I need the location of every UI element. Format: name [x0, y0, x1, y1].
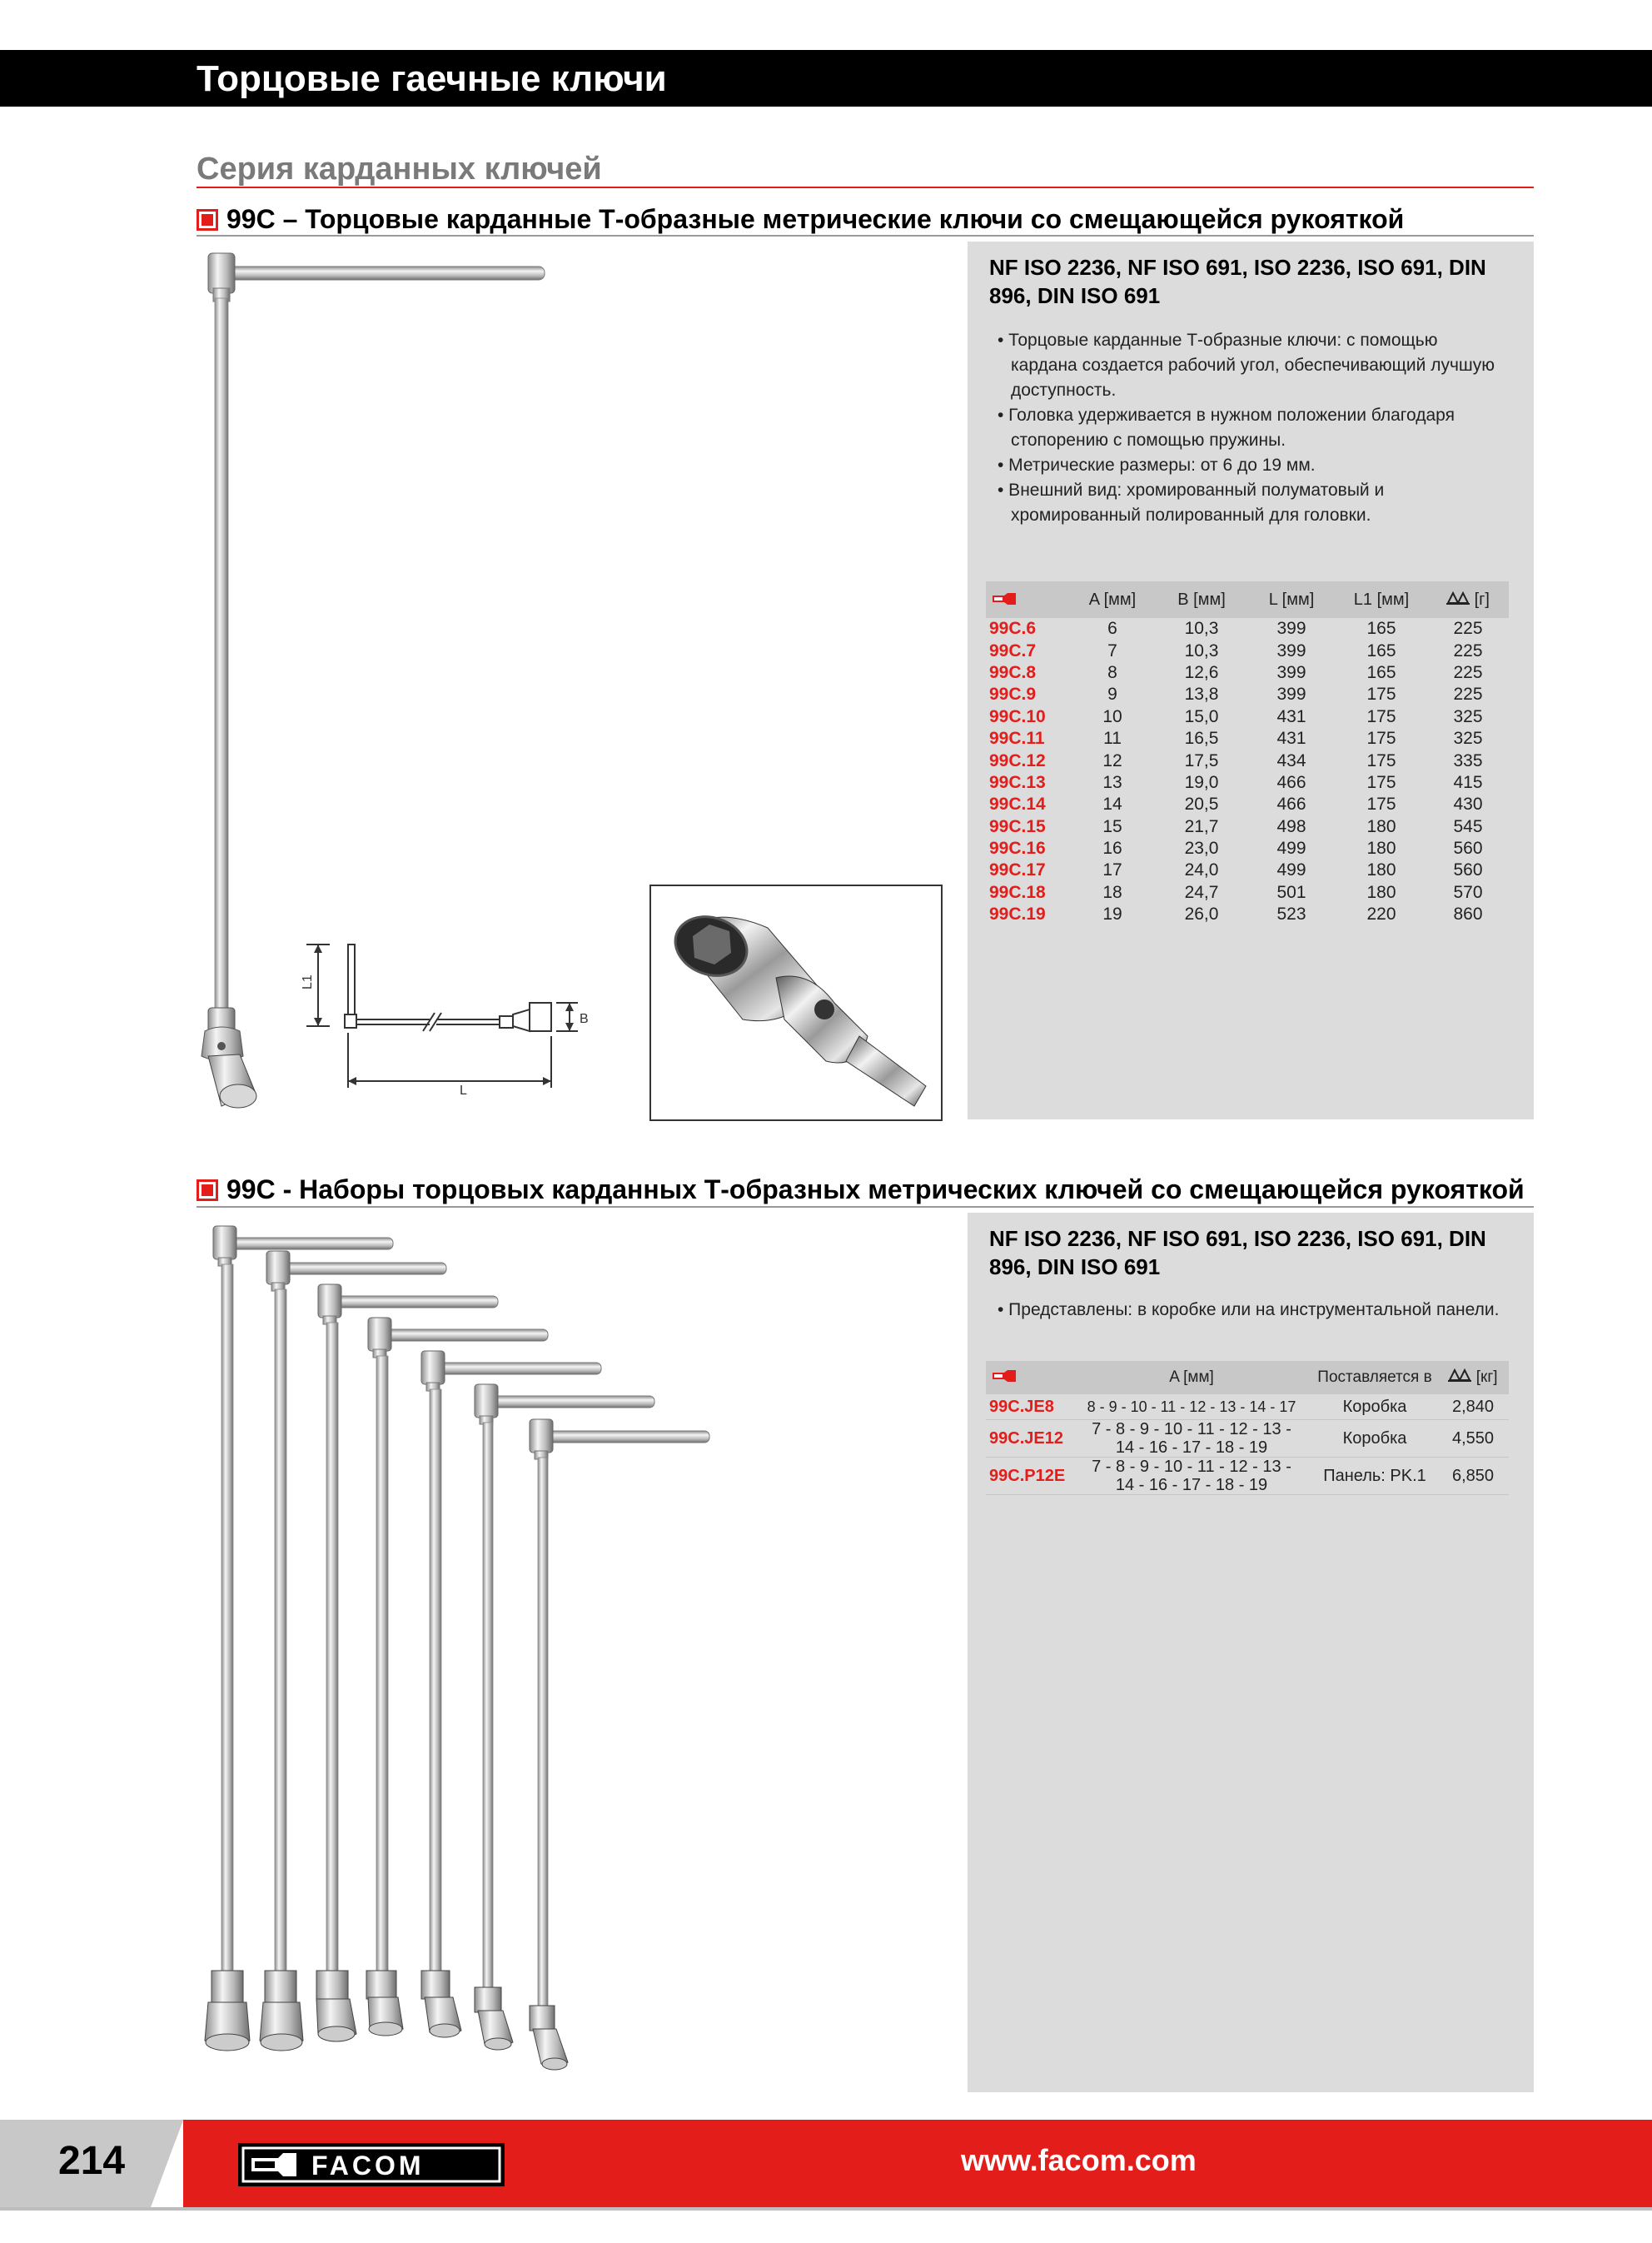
section2-heading-text: 99C - Наборы торцовых карданных Т-образных метрических ключей со смещающейся рукояткой: [226, 1174, 1525, 1204]
series-title: Серия карданных ключей: [197, 152, 602, 187]
section1-spec-table: [986, 581, 1509, 925]
table-row: 99C.6 6 10,3 399 165 225: [989, 619, 1483, 639]
scale-weight-icon: [1446, 591, 1470, 605]
section1-divider: [197, 235, 1534, 237]
facom-logo: [238, 2140, 505, 2190]
col-weight: [кг]: [1437, 1361, 1509, 1394]
page-number: 214: [58, 2139, 126, 2183]
table-row: 99C.14 14 20,5 466 175 430: [989, 795, 1483, 815]
table-header-row: [986, 581, 1509, 618]
table-row: 99C.18 18 24,7 501 180 570: [989, 882, 1483, 902]
section1-heading-text: 99C – Торцовые карданные Т-образные метрические ключи со смещающейся рукояткой: [226, 204, 1405, 234]
wrench-7: [530, 1419, 709, 2070]
bullet-item: • Метрические размеры: от 6 до 19 мм.: [998, 456, 1316, 475]
table-row: 99C.8 8 12,6 399 165 225: [989, 662, 1483, 682]
table-row: 99C.10 10 15,0 431 175 325: [989, 706, 1483, 726]
bullet-item: • Внешний вид: хромированный полуматовый и хромированный полированный для головки.: [998, 481, 1385, 525]
section1-info-panel: [968, 242, 1534, 1119]
page-footer: [0, 2120, 1652, 2210]
table-row: 99C.JE8 8 - 9 - 10 - 11 - 12 - 13 - 14 - 17 Коробка 2,840: [986, 1394, 1509, 1420]
table-row: 99C.17 17 24,0 499 180 560: [989, 860, 1483, 880]
diagram-label-l1: L1: [301, 974, 315, 989]
section1-standards: NF ISO 2236, NF ISO 691, ISO 2236, ISO 691, DIN 896, DIN ISO 691: [989, 255, 1486, 308]
diagram-label-b: B: [580, 1012, 589, 1026]
footer-url[interactable]: www.facom.com: [961, 2143, 1197, 2177]
section2-info-panel: [968, 1213, 1534, 2092]
bullet-item: • Торцовые карданные Т-образные ключи: с помощью кардана создается рабочий угол, обеспечивающий лучшую доступность.: [998, 331, 1495, 400]
table-row: 99C.19 19 26,0 523 220 860: [989, 905, 1483, 925]
red-square-bullet-icon: [197, 209, 218, 231]
wrench-code-icon: [986, 581, 1069, 618]
section2-divider: [197, 1206, 1534, 1208]
col-a: A [мм]: [1071, 1361, 1312, 1394]
wrench-4: [366, 1318, 548, 2036]
table-row: 99C.12 12 17,5 434 175 335: [989, 750, 1483, 770]
scale-weight-icon: [1448, 1368, 1471, 1382]
col-l1: L1 [мм]: [1336, 581, 1427, 618]
table-row: 99C.11 11 16,5 431 175 325: [989, 729, 1483, 749]
section2-standards: NF ISO 2236, NF ISO 691, ISO 2236, ISO 691, DIN 896, DIN ISO 691: [989, 1226, 1486, 1279]
svg-text:FACOM: FACOM: [311, 2151, 425, 2181]
wrench-5: [421, 1351, 601, 2037]
series-divider: [197, 187, 1534, 188]
col-l: L [мм]: [1247, 581, 1336, 618]
table-row: 99C.JE12 7 - 8 - 9 - 10 - 11 - 12 - 13 - 14 - 16 - 17 - 18 - 19 Коробка 4,550: [986, 1420, 1509, 1458]
wrench-1: [205, 1226, 393, 2051]
table-header-row: [986, 1361, 1509, 1394]
section1-bullets: [989, 328, 1505, 528]
socket-closeup-image: [649, 885, 943, 1121]
diagram-label-l: L: [460, 1084, 467, 1098]
dimension-diagram: [296, 933, 621, 1099]
section2-sets-table: [986, 1361, 1509, 1495]
page-title: Торцовые гаечные ключи: [197, 58, 667, 99]
wrench-set-image: [183, 1224, 783, 2091]
bullet-item: • Головка удерживается в нужном положении благодаря стопорению с помощью пружины.: [998, 406, 1455, 450]
table-row: 99C.15 15 21,7 498 180 545: [989, 816, 1483, 836]
wrench-code-icon: [986, 1361, 1071, 1394]
table-row: 99C.P12E 7 - 8 - 9 - 10 - 11 - 12 - 13 - 14 - 16 - 17 - 18 - 19 Панель: PK.1 6,850: [986, 1458, 1509, 1495]
col-supplied-in: Поставляется в: [1312, 1361, 1437, 1394]
col-weight: [г]: [1427, 581, 1509, 618]
table-row: 99C.9 9 13,8 399 175 225: [989, 685, 1483, 705]
table-row: 99C.13 13 19,0 466 175 415: [989, 772, 1483, 792]
col-a: A [мм]: [1069, 581, 1156, 618]
wrench-2: [260, 1251, 446, 2051]
table-row: 99C.7 7 10,3 399 165 225: [989, 641, 1483, 660]
page-header-bar: [0, 50, 1652, 107]
col-b: B [мм]: [1156, 581, 1247, 618]
red-square-bullet-icon: [197, 1179, 218, 1201]
table-row: 99C.16 16 23,0 499 180 560: [989, 839, 1483, 859]
wrench-6: [475, 1384, 654, 2050]
section2-bullets: [989, 1298, 1505, 1323]
footer-bottom-line: [0, 2207, 1652, 2211]
wrench-3: [316, 1284, 498, 2041]
bullet-item: • Представлены: в коробке или на инструментальной панели.: [998, 1300, 1500, 1319]
